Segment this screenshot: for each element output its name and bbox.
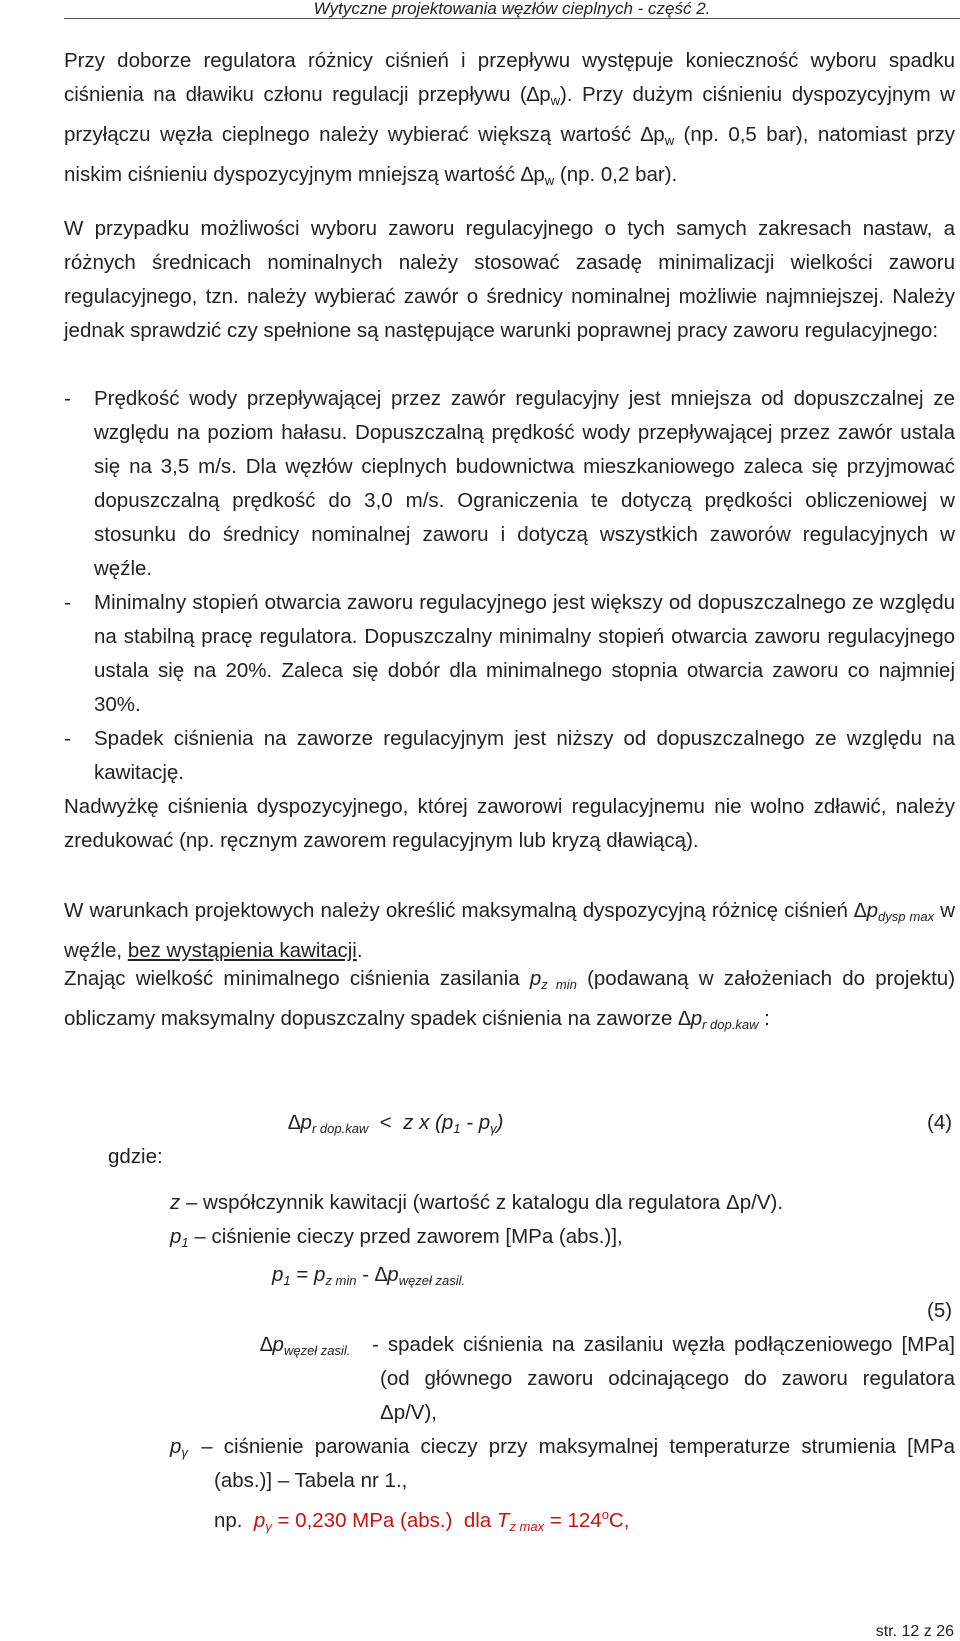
- formula-4-number: (4): [927, 1111, 953, 1134]
- bullet-3-text: Spadek ciśnienia na zaworze regulacyjnym jest niższy od dopuszczalnego ze względu na kawitację.: [94, 727, 955, 784]
- def-pgamma-symbol: pγ: [170, 1435, 188, 1460]
- example-line: np. pγ = 0,230 MPa (abs.) dla Tz $\max = 124^oC$,: [214, 1507, 630, 1534]
- para1-text-d: (np. 0,2 bar).: [554, 163, 678, 186]
- def-dp-wezel-text: - spadek ciśnienia na zasilaniu węzła podłączeniowego [MPa] (od głównego zaworu odcinającego do zaworu regulatora Δp/V),: [372, 1333, 955, 1424]
- para1-text-a: Przy doborze regulatora różnicy ciśnień i przepływu występuje konieczność wyboru spadku ciśnienia na dławiku członu regulacji przepływu (: [64, 49, 955, 106]
- def-dp-wezel-symbol: ∆pwęzeł zasil.: [260, 1333, 351, 1358]
- gdzie-label: gdzie:: [108, 1145, 163, 1168]
- page-number: str. 12 z 26: [875, 1623, 954, 1640]
- paragraph-2: [64, 212, 955, 348]
- no-cavitation-underlined: bez wystąpienia kawitacji: [127, 939, 357, 962]
- paragraph-5: Znając wielkość minimalnego ciśnienia zasilania pz min (podawaną w założeniach do projektu) obliczamy maksymalny dopuszczalny spadek ciśnienia na zaworze ∆pr dop.kaw :: [64, 967, 956, 1032]
- example-value: pγ = 0,230 MPa (abs.) dla Tz $\max = 124^oC$,: [253, 1507, 630, 1534]
- bullet-1-text: Prędkość wody przepływającej przez zawór regulacyjny jest mniejsza od dopuszczalnej ze względu na poziom hałasu. Dopuszczalną prędkość wody przepływającej przez zawór ustala się na 3,5 m/s. Dla węzłów cieplnych budownictwa mieszkaniowego zaleca się przyjmować dopuszczalną prędkość do 3,0 m/s. Ograniczenia te dotyczą prędkości obliczeniowej w stosunku do średnicy nominalnej zaworu i dotyczą wszystkich zaworów regulacyjnych w węźle.: [94, 387, 955, 580]
- formula-4: ∆pr dop.kaw < z x (p1 - pγ): [288, 1111, 504, 1136]
- para1-text-b: ). Przy dużym ciśnieniu dyspozycyjnym w przyłączu węzła cieplnego należy wybierać większą wartość: [64, 83, 955, 146]
- bullet-3: - Spadek ciśnienia na zaworze regulacyjnym jest niższy od dopuszczalnego ze względu na kawitację.: [64, 727, 955, 784]
- para3-text: Nadwyżkę ciśnienia dyspozycyjnego, której zaworowi regulacyjnemu nie wolno zdławić, należy zredukować (np. ręcznym zaworem regulacyjnym lub kryzą dławiącą).: [64, 795, 955, 852]
- bullet-1: - Prędkość wody przepływającej przez zawór regulacyjny jest mniejsza od dopuszczalnej ze względu na poziom hałasu. Dopuszczalną prędkość wody przepływającej przez zawór ustala się na 3,5 m/s. Dla węzłów cieplnych budownictwa mieszkaniowego zaleca się przyjmować dopuszczalną prędkość do 3,0 m/s. Ograniczenia te dotyczą prędkości obliczeniowej w stosunku do średnicy nominalnej zaworu i dotyczą wszystkich zaworów regulacyjnych w węźle.: [64, 387, 955, 580]
- para2-text: W przypadku możliwości wyboru zaworu regulacyjnego o tych samych zakresach nastaw, a różnych średnicach nominalnych należy stosować zasadę minimalizacji wielkości zaworu regulacyjnego, tzn. należy wybierać zawór o średnicy nominalnej możliwie najmniejszej. Należy jednak sprawdzić czy spełnione są następujące warunki poprawnej pracy zaworu regulacyjnego:: [64, 217, 955, 342]
- paragraph-1: Przy doborze regulatora różnicy ciśnień i przepływu występuje konieczność wyboru spadku ciśnienia na dławiku członu regulacji przepływu $(\Delta p_w)$. Przy dużym ciśnieniu dyspozycyjnym w przyłączu węzła cieplnego należy wybierać większą wartość $\Delta p_w$ (np. 0,5 bar), natomiast przy niskim ciśnieniu dyspozycyjnym mniejszą wartość $\Delta p_w$ (np. 0,2 bar).: [64, 49, 955, 188]
- bullet-2: - Minimalny stopień otwarcia zaworu regulacyjnego jest większy od dopuszczalnego ze względu na stabilną pracę regulatora. Dopuszczalny minimalny stopień otwarcia zaworu regulacyjnego ustala się na 20%. Zaleca się dobór dla minimalnego stopnia otwarcia zaworu co najmniej 30%.: [64, 591, 955, 716]
- def-z: z – współczynnik kawitacji (wartość z katalogu dla regulatora Δp/V).: [170, 1191, 784, 1214]
- paragraph-4: W warunkach projektowych należy określić maksymalną dyspozycyjną różnicę ciśnień ∆pdysp max w węźle, bez wystąpienia kawitacji.: [64, 899, 956, 962]
- formula-5-number: (5): [927, 1299, 953, 1322]
- delta-symbol: ∆: [526, 83, 540, 106]
- para1-text-c: (np. 0,5 bar), natomiast przy niskim ciśnieniu dyspozycyjnym mniejszą wartość: [64, 123, 955, 186]
- page-header: Wytyczne projektowania węzłów cieplnych - część 2.: [64, 0, 960, 19]
- paragraph-3: [64, 790, 955, 858]
- def-pgamma-text: – ciśnienie parowania cieczy przy maksymalnej temperaturze strumienia [MPa (abs.)] – Tabela nr 1.,: [201, 1435, 956, 1492]
- equation-5: p1 = pz min - ∆pwęzeł zasil.: [272, 1263, 466, 1288]
- bullet-2-text: Minimalny stopień otwarcia zaworu regulacyjnego jest większy od dopuszczalnego ze względu na stabilną pracę regulatora. Dopuszczalny minimalny stopień otwarcia zaworu regulacyjnego ustala się na 20%. Zaleca się dobór dla minimalnego stopnia otwarcia zaworu co najmniej 30%.: [94, 591, 955, 716]
- def-p1: p1 – ciśnienie cieczy przed zaworem [MPa (abs.)],: [170, 1225, 623, 1250]
